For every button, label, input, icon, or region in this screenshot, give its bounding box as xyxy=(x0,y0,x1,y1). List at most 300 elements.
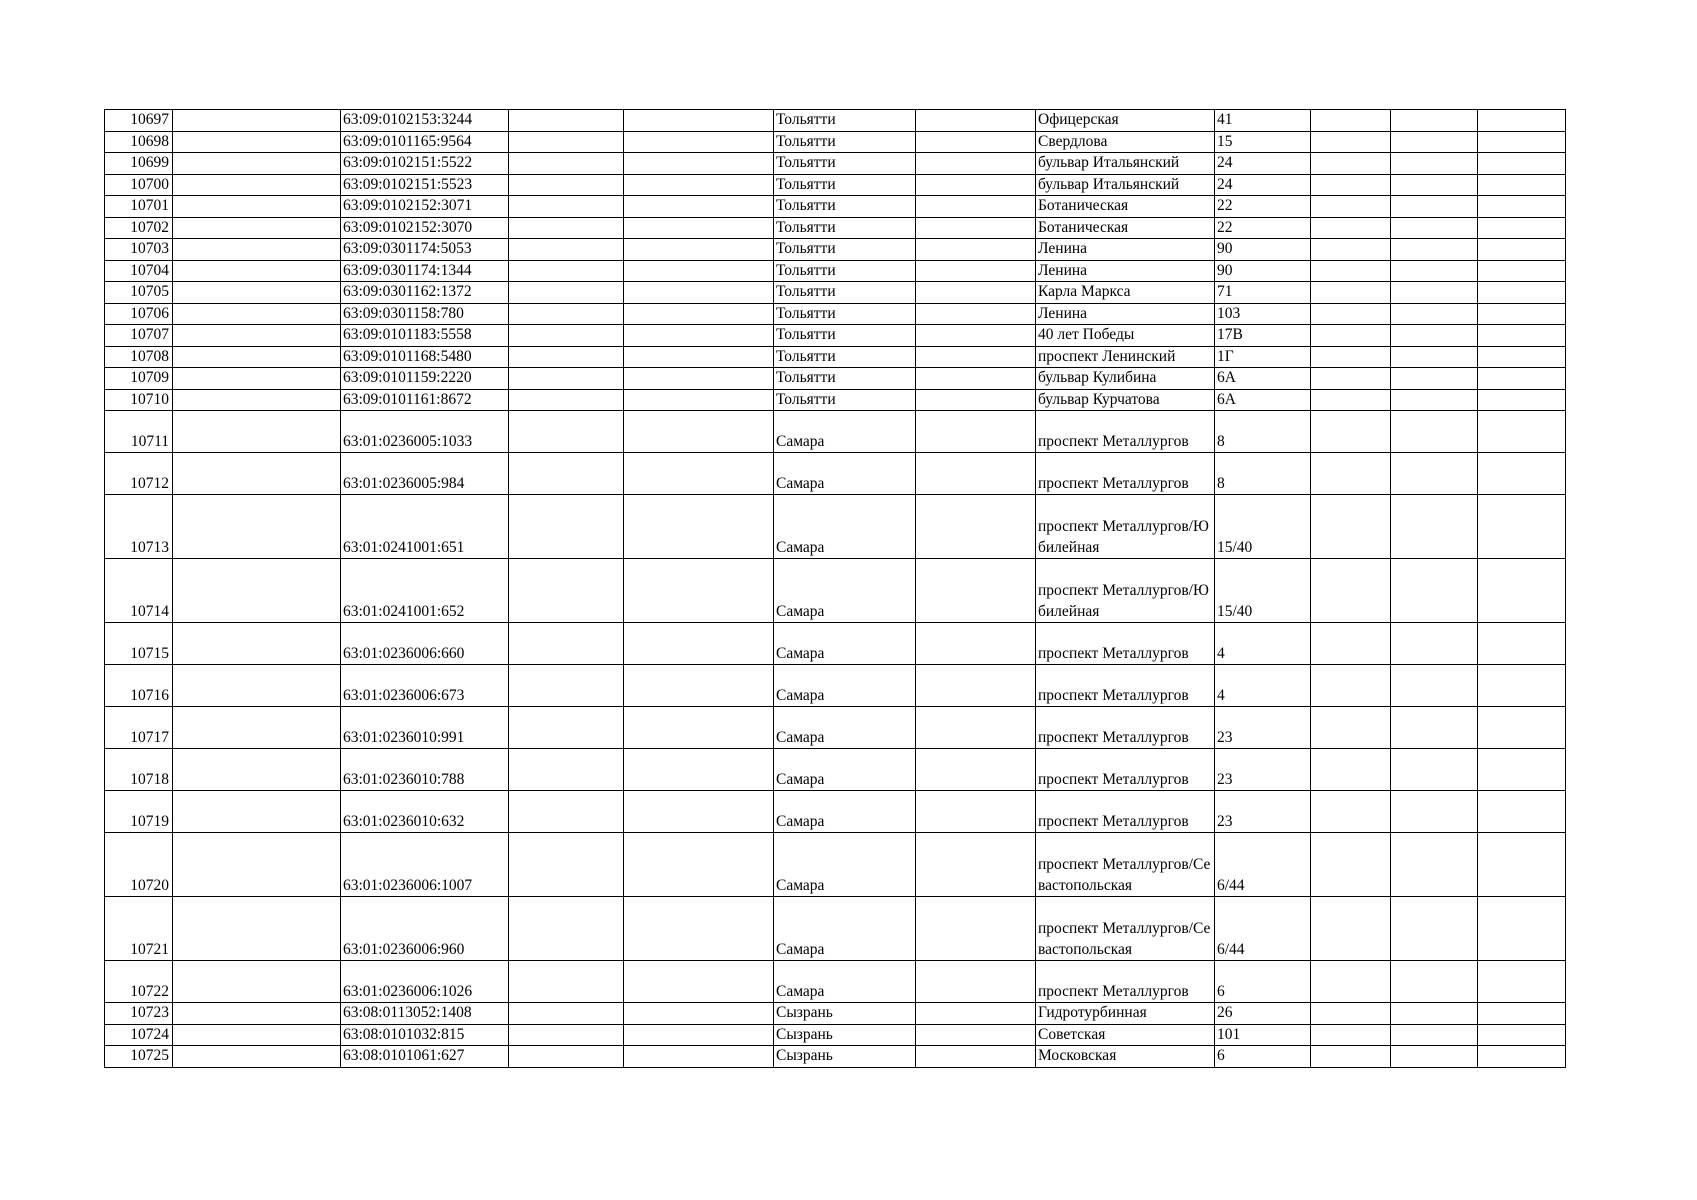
empty-cell xyxy=(1311,110,1391,132)
cadastral-number-cell: 63:01:0241001:651 xyxy=(341,495,509,559)
empty-cell xyxy=(624,174,774,196)
empty-cell xyxy=(1311,961,1391,1003)
empty-cell xyxy=(1391,665,1478,707)
cadastral-number-cell: 63:01:0236006:660 xyxy=(341,623,509,665)
record-number-cell: 10721 xyxy=(105,897,173,961)
empty-cell xyxy=(916,1003,1036,1025)
city-cell: Тольятти xyxy=(774,110,916,132)
house-number-cell: 6 xyxy=(1215,1046,1311,1068)
empty-cell xyxy=(1478,1003,1566,1025)
record-number-cell: 10698 xyxy=(105,131,173,153)
empty-cell xyxy=(509,495,624,559)
street-cell: Гидротурбинная xyxy=(1036,1003,1215,1025)
empty-cell xyxy=(509,623,624,665)
empty-cell xyxy=(1478,368,1566,390)
empty-cell xyxy=(1311,153,1391,175)
empty-cell xyxy=(509,282,624,304)
street-cell: бульвар Курчатова xyxy=(1036,389,1215,411)
record-number-cell: 10722 xyxy=(105,961,173,1003)
empty-cell xyxy=(1391,110,1478,132)
house-number-cell: 15/40 xyxy=(1215,495,1311,559)
table-row xyxy=(105,303,1566,325)
empty-cell xyxy=(1478,1024,1566,1046)
empty-cell xyxy=(624,1003,774,1025)
street-cell: Ботаническая xyxy=(1036,196,1215,218)
empty-cell xyxy=(509,368,624,390)
empty-cell xyxy=(173,1003,341,1025)
empty-cell xyxy=(509,303,624,325)
city-cell: Самара xyxy=(774,411,916,453)
city-cell: Тольятти xyxy=(774,325,916,347)
record-number-cell: 10725 xyxy=(105,1046,173,1068)
empty-cell xyxy=(509,833,624,897)
street-cell: Ленина xyxy=(1036,303,1215,325)
empty-cell xyxy=(1311,368,1391,390)
empty-cell xyxy=(509,791,624,833)
empty-cell xyxy=(916,174,1036,196)
city-cell: Сызрань xyxy=(774,1024,916,1046)
table-row xyxy=(105,749,1566,791)
table-row xyxy=(105,411,1566,453)
table-row xyxy=(105,131,1566,153)
empty-cell xyxy=(916,961,1036,1003)
cadastral-number-cell: 63:01:0236005:984 xyxy=(341,453,509,495)
empty-cell xyxy=(173,346,341,368)
empty-cell xyxy=(916,110,1036,132)
empty-cell xyxy=(1311,1024,1391,1046)
cadastral-number-cell: 63:01:0236006:1007 xyxy=(341,833,509,897)
empty-cell xyxy=(509,559,624,623)
empty-cell xyxy=(624,707,774,749)
table-row xyxy=(105,368,1566,390)
cadastral-number-cell: 63:09:0102151:5522 xyxy=(341,153,509,175)
street-cell: Свердлова xyxy=(1036,131,1215,153)
empty-cell xyxy=(509,411,624,453)
empty-cell xyxy=(624,239,774,261)
empty-cell xyxy=(916,791,1036,833)
empty-cell xyxy=(173,217,341,239)
empty-cell xyxy=(624,217,774,239)
empty-cell xyxy=(1391,346,1478,368)
empty-cell xyxy=(509,665,624,707)
city-cell: Самара xyxy=(774,833,916,897)
empty-cell xyxy=(1391,495,1478,559)
cadastral-number-cell: 63:01:0241001:652 xyxy=(341,559,509,623)
street-cell: проспект Металлургов/Севастопольская xyxy=(1036,833,1215,897)
cadastral-number-cell: 63:08:0101032:815 xyxy=(341,1024,509,1046)
record-number-cell: 10717 xyxy=(105,707,173,749)
table-row xyxy=(105,1024,1566,1046)
city-cell: Самара xyxy=(774,707,916,749)
city-cell: Тольятти xyxy=(774,303,916,325)
empty-cell xyxy=(916,411,1036,453)
empty-cell xyxy=(1391,453,1478,495)
record-number-cell: 10714 xyxy=(105,559,173,623)
empty-cell xyxy=(173,1024,341,1046)
empty-cell xyxy=(1391,196,1478,218)
empty-cell xyxy=(1391,174,1478,196)
empty-cell xyxy=(1391,153,1478,175)
table-row xyxy=(105,707,1566,749)
record-number-cell: 10701 xyxy=(105,196,173,218)
empty-cell xyxy=(1311,707,1391,749)
empty-cell xyxy=(173,707,341,749)
city-cell: Тольятти xyxy=(774,368,916,390)
street-cell: бульвар Кулибина xyxy=(1036,368,1215,390)
empty-cell xyxy=(1391,833,1478,897)
empty-cell xyxy=(916,559,1036,623)
record-number-cell: 10703 xyxy=(105,239,173,261)
record-number-cell: 10697 xyxy=(105,110,173,132)
house-number-cell: 41 xyxy=(1215,110,1311,132)
house-number-cell: 6А xyxy=(1215,389,1311,411)
cadastral-number-cell: 63:09:0101161:8672 xyxy=(341,389,509,411)
table-row xyxy=(105,833,1566,897)
empty-cell xyxy=(624,110,774,132)
empty-cell xyxy=(624,623,774,665)
empty-cell xyxy=(1391,559,1478,623)
house-number-cell: 6А xyxy=(1215,368,1311,390)
empty-cell xyxy=(916,495,1036,559)
empty-cell xyxy=(173,131,341,153)
table-row xyxy=(105,559,1566,623)
empty-cell xyxy=(1311,282,1391,304)
empty-cell xyxy=(509,749,624,791)
record-number-cell: 10713 xyxy=(105,495,173,559)
cadastral-number-cell: 63:09:0101183:5558 xyxy=(341,325,509,347)
empty-cell xyxy=(624,260,774,282)
empty-cell xyxy=(1478,453,1566,495)
empty-cell xyxy=(509,174,624,196)
empty-cell xyxy=(1391,131,1478,153)
empty-cell xyxy=(1478,791,1566,833)
street-cell: проспект Металлургов/Юбилейная xyxy=(1036,495,1215,559)
street-cell: 40 лет Победы xyxy=(1036,325,1215,347)
empty-cell xyxy=(173,260,341,282)
house-number-cell: 6/44 xyxy=(1215,897,1311,961)
house-number-cell: 24 xyxy=(1215,174,1311,196)
empty-cell xyxy=(1391,368,1478,390)
empty-cell xyxy=(1311,1003,1391,1025)
empty-cell xyxy=(624,961,774,1003)
table-row xyxy=(105,961,1566,1003)
city-cell: Тольятти xyxy=(774,174,916,196)
empty-cell xyxy=(916,707,1036,749)
empty-cell xyxy=(1478,665,1566,707)
empty-cell xyxy=(1478,1046,1566,1068)
house-number-cell: 24 xyxy=(1215,153,1311,175)
empty-cell xyxy=(1311,453,1391,495)
street-cell: проспект Металлургов xyxy=(1036,623,1215,665)
table-row xyxy=(105,623,1566,665)
city-cell: Тольятти xyxy=(774,217,916,239)
empty-cell xyxy=(1391,707,1478,749)
empty-cell xyxy=(509,153,624,175)
table-row xyxy=(105,325,1566,347)
house-number-cell: 8 xyxy=(1215,453,1311,495)
empty-cell xyxy=(624,346,774,368)
house-number-cell: 22 xyxy=(1215,196,1311,218)
cadastral-number-cell: 63:08:0101061:627 xyxy=(341,1046,509,1068)
empty-cell xyxy=(1391,411,1478,453)
empty-cell xyxy=(624,303,774,325)
empty-cell xyxy=(1391,303,1478,325)
empty-cell xyxy=(916,196,1036,218)
record-number-cell: 10707 xyxy=(105,325,173,347)
table-row xyxy=(105,453,1566,495)
street-cell: проспект Металлургов/Юбилейная xyxy=(1036,559,1215,623)
empty-cell xyxy=(916,153,1036,175)
empty-cell xyxy=(1311,411,1391,453)
empty-cell xyxy=(916,897,1036,961)
empty-cell xyxy=(624,749,774,791)
record-number-cell: 10712 xyxy=(105,453,173,495)
empty-cell xyxy=(624,282,774,304)
house-number-cell: 103 xyxy=(1215,303,1311,325)
street-cell: проспект Металлургов/Севастопольская xyxy=(1036,897,1215,961)
table-row xyxy=(105,217,1566,239)
house-number-cell: 8 xyxy=(1215,411,1311,453)
street-cell: Ленина xyxy=(1036,260,1215,282)
street-cell: Советская xyxy=(1036,1024,1215,1046)
record-number-cell: 10718 xyxy=(105,749,173,791)
street-cell: Московская xyxy=(1036,1046,1215,1068)
empty-cell xyxy=(1391,961,1478,1003)
empty-cell xyxy=(624,833,774,897)
empty-cell xyxy=(916,1024,1036,1046)
empty-cell xyxy=(173,897,341,961)
city-cell: Самара xyxy=(774,749,916,791)
empty-cell xyxy=(624,153,774,175)
empty-cell xyxy=(173,368,341,390)
table-row xyxy=(105,1046,1566,1068)
empty-cell xyxy=(1478,495,1566,559)
empty-cell xyxy=(1478,196,1566,218)
empty-cell xyxy=(173,791,341,833)
empty-cell xyxy=(1478,961,1566,1003)
empty-cell xyxy=(1478,833,1566,897)
table-row xyxy=(105,665,1566,707)
empty-cell xyxy=(1391,1024,1478,1046)
empty-cell xyxy=(624,1024,774,1046)
cadastral-number-cell: 63:09:0301158:780 xyxy=(341,303,509,325)
empty-cell xyxy=(916,217,1036,239)
street-cell: проспект Металлургов xyxy=(1036,791,1215,833)
street-cell: проспект Металлургов xyxy=(1036,749,1215,791)
street-cell: проспект Металлургов xyxy=(1036,411,1215,453)
empty-cell xyxy=(509,961,624,1003)
record-number-cell: 10700 xyxy=(105,174,173,196)
table-body xyxy=(105,110,1566,1068)
cadastral-number-cell: 63:01:0236006:960 xyxy=(341,897,509,961)
empty-cell xyxy=(1478,749,1566,791)
record-number-cell: 10702 xyxy=(105,217,173,239)
empty-cell xyxy=(1391,791,1478,833)
empty-cell xyxy=(173,325,341,347)
record-number-cell: 10715 xyxy=(105,623,173,665)
empty-cell xyxy=(1311,303,1391,325)
empty-cell xyxy=(1478,153,1566,175)
empty-cell xyxy=(1391,389,1478,411)
street-cell: проспект Металлургов xyxy=(1036,453,1215,495)
cadastral-number-cell: 63:01:0236010:632 xyxy=(341,791,509,833)
cadastral-number-cell: 63:09:0102153:3244 xyxy=(341,110,509,132)
empty-cell xyxy=(624,196,774,218)
cadastral-number-cell: 63:09:0301174:5053 xyxy=(341,239,509,261)
empty-cell xyxy=(624,368,774,390)
record-number-cell: 10720 xyxy=(105,833,173,897)
empty-cell xyxy=(509,1003,624,1025)
table-row xyxy=(105,1003,1566,1025)
record-number-cell: 10699 xyxy=(105,153,173,175)
empty-cell xyxy=(1311,665,1391,707)
street-cell: Карла Маркса xyxy=(1036,282,1215,304)
empty-cell xyxy=(173,174,341,196)
empty-cell xyxy=(916,389,1036,411)
cadastral-number-cell: 63:09:0101168:5480 xyxy=(341,346,509,368)
street-cell: проспект Ленинский xyxy=(1036,346,1215,368)
empty-cell xyxy=(173,833,341,897)
empty-cell xyxy=(1311,897,1391,961)
empty-cell xyxy=(916,453,1036,495)
cadastral-number-cell: 63:01:0236006:1026 xyxy=(341,961,509,1003)
house-number-cell: 4 xyxy=(1215,623,1311,665)
empty-cell xyxy=(509,239,624,261)
record-number-cell: 10719 xyxy=(105,791,173,833)
city-cell: Самара xyxy=(774,495,916,559)
record-number-cell: 10716 xyxy=(105,665,173,707)
empty-cell xyxy=(509,389,624,411)
record-number-cell: 10709 xyxy=(105,368,173,390)
empty-cell xyxy=(1391,325,1478,347)
cadastral-number-cell: 63:09:0301174:1344 xyxy=(341,260,509,282)
empty-cell xyxy=(916,833,1036,897)
empty-cell xyxy=(509,260,624,282)
empty-cell xyxy=(1311,623,1391,665)
house-number-cell: 23 xyxy=(1215,791,1311,833)
city-cell: Сызрань xyxy=(774,1003,916,1025)
street-cell: проспект Металлургов xyxy=(1036,961,1215,1003)
empty-cell xyxy=(624,453,774,495)
record-number-cell: 10711 xyxy=(105,411,173,453)
cadastral-number-cell: 63:01:0236010:991 xyxy=(341,707,509,749)
empty-cell xyxy=(1478,707,1566,749)
city-cell: Тольятти xyxy=(774,346,916,368)
table-row xyxy=(105,897,1566,961)
empty-cell xyxy=(509,1024,624,1046)
empty-cell xyxy=(1391,749,1478,791)
empty-cell xyxy=(1478,260,1566,282)
cadastral-number-cell: 63:01:0236010:788 xyxy=(341,749,509,791)
record-number-cell: 10724 xyxy=(105,1024,173,1046)
empty-cell xyxy=(1391,217,1478,239)
record-number-cell: 10706 xyxy=(105,303,173,325)
cadastral-number-cell: 63:09:0102151:5523 xyxy=(341,174,509,196)
empty-cell xyxy=(1478,389,1566,411)
city-cell: Сызрань xyxy=(774,1046,916,1068)
empty-cell xyxy=(1391,239,1478,261)
table-row xyxy=(105,495,1566,559)
empty-cell xyxy=(173,749,341,791)
empty-cell xyxy=(173,303,341,325)
empty-cell xyxy=(624,411,774,453)
empty-cell xyxy=(916,368,1036,390)
city-cell: Тольятти xyxy=(774,389,916,411)
cadastral-number-cell: 63:09:0301162:1372 xyxy=(341,282,509,304)
house-number-cell: 15/40 xyxy=(1215,559,1311,623)
city-cell: Самара xyxy=(774,961,916,1003)
street-cell: проспект Металлургов xyxy=(1036,707,1215,749)
house-number-cell: 17В xyxy=(1215,325,1311,347)
empty-cell xyxy=(1478,217,1566,239)
street-cell: Ботаническая xyxy=(1036,217,1215,239)
empty-cell xyxy=(1311,495,1391,559)
city-cell: Самара xyxy=(774,559,916,623)
cadastral-number-cell: 63:09:0102152:3071 xyxy=(341,196,509,218)
empty-cell xyxy=(173,196,341,218)
empty-cell xyxy=(1391,1046,1478,1068)
house-number-cell: 6/44 xyxy=(1215,833,1311,897)
empty-cell xyxy=(173,559,341,623)
empty-cell xyxy=(1478,131,1566,153)
city-cell: Самара xyxy=(774,665,916,707)
house-number-cell: 23 xyxy=(1215,749,1311,791)
empty-cell xyxy=(1478,623,1566,665)
city-cell: Тольятти xyxy=(774,153,916,175)
house-number-cell: 90 xyxy=(1215,239,1311,261)
empty-cell xyxy=(1311,325,1391,347)
table-row xyxy=(105,239,1566,261)
empty-cell xyxy=(1311,791,1391,833)
empty-cell xyxy=(173,239,341,261)
empty-cell xyxy=(916,325,1036,347)
table-row xyxy=(105,174,1566,196)
empty-cell xyxy=(1478,174,1566,196)
table-row xyxy=(105,110,1566,132)
city-cell: Тольятти xyxy=(774,282,916,304)
record-number-cell: 10710 xyxy=(105,389,173,411)
record-number-cell: 10704 xyxy=(105,260,173,282)
table-row xyxy=(105,282,1566,304)
empty-cell xyxy=(1311,131,1391,153)
empty-cell xyxy=(173,495,341,559)
city-cell: Тольятти xyxy=(774,131,916,153)
empty-cell xyxy=(173,153,341,175)
table-row xyxy=(105,260,1566,282)
empty-cell xyxy=(916,239,1036,261)
city-cell: Тольятти xyxy=(774,196,916,218)
empty-cell xyxy=(916,260,1036,282)
street-cell: бульвар Итальянский xyxy=(1036,153,1215,175)
empty-cell xyxy=(916,665,1036,707)
empty-cell xyxy=(173,389,341,411)
cadastral-number-cell: 63:01:0236006:673 xyxy=(341,665,509,707)
empty-cell xyxy=(1311,346,1391,368)
city-cell: Самара xyxy=(774,453,916,495)
empty-cell xyxy=(1391,260,1478,282)
house-number-cell: 90 xyxy=(1215,260,1311,282)
record-number-cell: 10723 xyxy=(105,1003,173,1025)
empty-cell xyxy=(916,282,1036,304)
table-row xyxy=(105,389,1566,411)
empty-cell xyxy=(173,411,341,453)
empty-cell xyxy=(916,623,1036,665)
record-number-cell: 10705 xyxy=(105,282,173,304)
city-cell: Тольятти xyxy=(774,260,916,282)
empty-cell xyxy=(1478,559,1566,623)
empty-cell xyxy=(173,282,341,304)
empty-cell xyxy=(916,346,1036,368)
